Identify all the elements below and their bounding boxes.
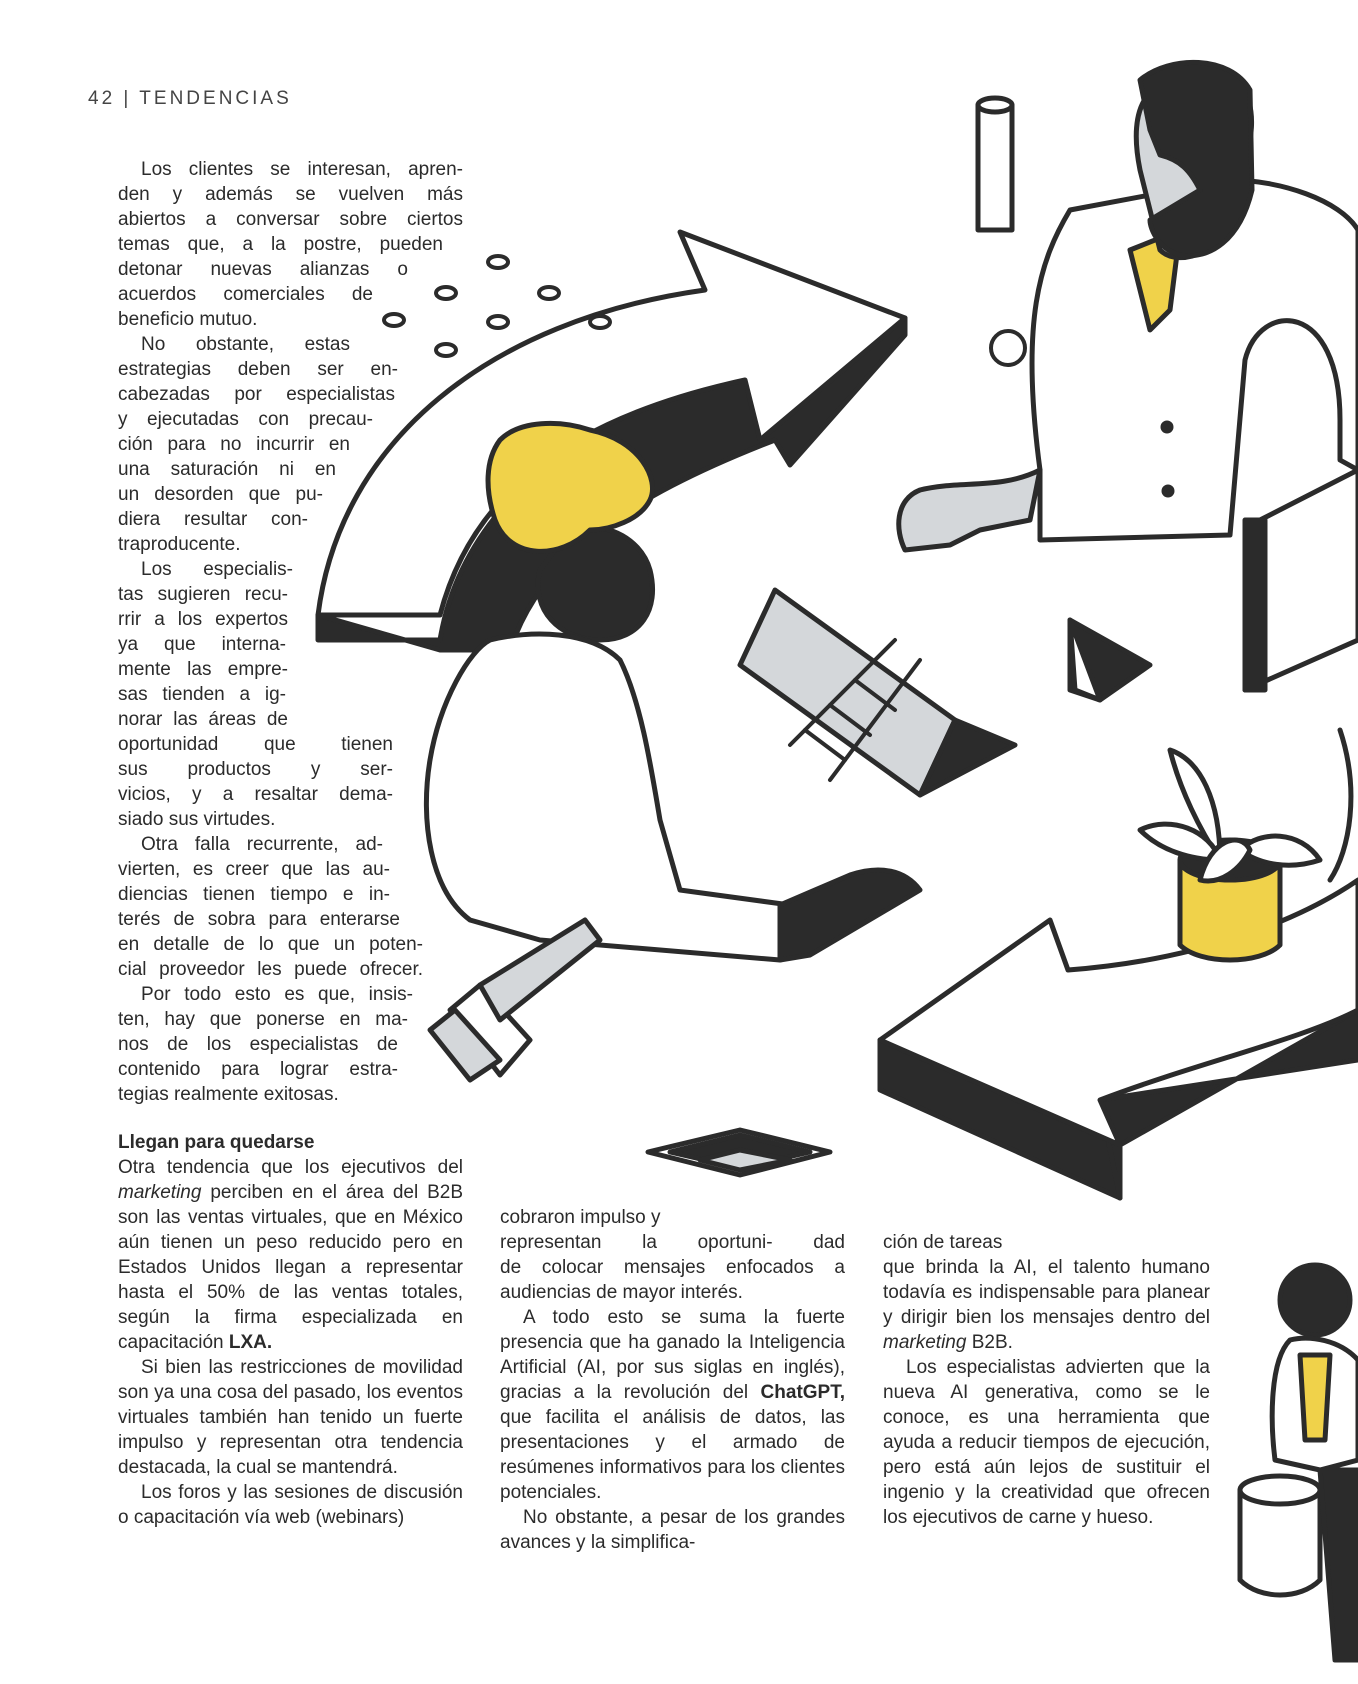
text-line: Otra falla recurrente, ad- — [141, 834, 383, 855]
text-line: ya que interna- — [118, 634, 286, 655]
text-line: diencias tienen tiempo e in- — [118, 884, 390, 905]
text-line: mente las empre- — [118, 659, 288, 680]
text-line: en detalle de lo que un poten- — [118, 934, 423, 955]
text-line: ción para no incurrir en — [118, 434, 350, 455]
text-line: oportunidad que tienen — [118, 734, 393, 755]
text-line: sas tienden a ig- — [118, 684, 286, 705]
text-run-italic: marketing — [883, 1332, 967, 1353]
text-line: Los especialis- — [141, 559, 293, 580]
text-run-bold: ChatGPT, — [760, 1382, 845, 1403]
paragraph: No obstante, a pesar de los grandes avances y la simplifica- — [500, 1507, 845, 1553]
text-line: den y además se vuelven más — [118, 184, 463, 205]
text-line: beneficio mutuo. — [118, 309, 258, 330]
text-line: norar las áreas de — [118, 709, 288, 730]
column-1-bottom — [118, 1130, 463, 1530]
text-run: Otra tendencia que los ejecutivos del — [118, 1157, 463, 1178]
text-line: No obstante, estas — [141, 334, 350, 355]
text-line: temas que, a la postre, pueden — [118, 234, 443, 255]
paragraph: de colocar mensajes enfocados a audiencias de mayor interés. — [500, 1257, 845, 1303]
text-line: ten, hay que ponerse en ma- — [118, 1009, 408, 1030]
text-line: terés de sobra para enterarse — [118, 909, 400, 930]
paragraph — [883, 1255, 1210, 1355]
text-run: que facilita el análisis de datos, las presentaciones y el armado de resúmenes informativos para los clientes potenciales. — [500, 1407, 845, 1503]
text-line: siado sus virtudes. — [118, 809, 276, 830]
text-line: representan la oportuni- dad — [500, 1232, 845, 1253]
page-number: 42 — [88, 88, 116, 109]
text-line: tas sugieren recu- — [118, 584, 288, 605]
text-line: cobraron impulso y — [500, 1207, 661, 1228]
paragraph: Si bien las restricciones de movilidad son ya una cosa del pasado, los eventos virtuales también han tenido un fuerte impulso y representan otra tendencia destacada, la cual se mantendrá. — [118, 1357, 463, 1478]
text-line: y ejecutadas con precau- — [118, 409, 373, 430]
text-run: B2B. — [966, 1332, 1013, 1353]
text-line: detonar nuevas alianzas o — [118, 259, 408, 280]
text-line: cabezadas por especialistas — [118, 384, 395, 405]
text-run: A todo esto se suma la fuerte presencia que ha ganado la Inteligencia Artificial (AI, por sus siglas en inglés), gracias a la revolución del — [500, 1307, 845, 1403]
column-1-top — [118, 157, 463, 1107]
text-run: perciben en el área del B2B son las ventas virtuales, que en México aún tienen un peso reducido pero en Estados Unidos llegan a representar hasta el 50% de las ventas totales, según la firma especializada en capacitación — [118, 1182, 463, 1353]
text-line: contenido para lograr estra- — [118, 1059, 398, 1080]
paragraph — [118, 1155, 463, 1355]
text-line: acuerdos comerciales de — [118, 284, 373, 305]
text-line: vicios, y a resaltar dema- — [118, 784, 393, 805]
text-line: diera resultar con- — [118, 509, 308, 530]
text-line: abiertos a conversar sobre ciertos — [118, 209, 463, 230]
text-line: estrategias deben ser en- — [118, 359, 398, 380]
text-line: rrir a los expertos — [118, 609, 288, 630]
arc-right — [1330, 730, 1351, 880]
paragraph: Los especialistas advierten que la nueva AI generativa, como se le conoce, es una herramienta que ayuda a reducir tiempos de ejecución, pero está aún lejos de sustituir el ingenio y la creatividad que ofrecen los ejecutivos de carne y hueso. — [883, 1357, 1210, 1528]
text-line: vierten, es creer que las au- — [118, 859, 390, 880]
small-woman-figure — [1240, 1265, 1358, 1660]
paragraph — [500, 1305, 845, 1505]
text-line: ción de tareas — [883, 1232, 1003, 1253]
text-run-bold: LXA. — [228, 1332, 273, 1353]
column-2 — [500, 1205, 845, 1555]
text-run: que brinda la AI, el talento humano todavía es indispensable para planear y dirigir bien los mensajes dentro del — [883, 1257, 1210, 1328]
text-line: una saturación ni en — [118, 459, 336, 480]
tube-shape — [978, 98, 1012, 230]
section-title: TENDENCIAS — [139, 88, 292, 109]
paragraph: Los foros y las sesiones de discusión o capacitación vía web (webinars) — [118, 1482, 463, 1528]
text-line: sus productos y ser- — [118, 759, 393, 780]
hole-shape — [648, 1130, 830, 1175]
header-divider: | — [123, 88, 140, 109]
text-line: traproducente. — [118, 534, 241, 555]
text-line: Por todo esto es que, insis- — [141, 984, 413, 1005]
man-figure — [899, 62, 1358, 550]
curved-arrow-bottom — [880, 880, 1358, 1198]
text-line: un desorden que pu- — [118, 484, 323, 505]
text-run-italic: marketing — [118, 1182, 202, 1203]
text-line: nos de los especialistas de — [118, 1034, 398, 1055]
subheading: Llegan para quedarse — [118, 1132, 315, 1153]
column-3 — [883, 1230, 1210, 1530]
text-line: Los clientes se interesan, apren- — [141, 159, 463, 180]
pencil-shape — [740, 590, 1015, 795]
text-line: tegias realmente exitosas. — [118, 1084, 339, 1105]
text-line: cial proveedor les puede ofrecer. — [118, 959, 423, 980]
